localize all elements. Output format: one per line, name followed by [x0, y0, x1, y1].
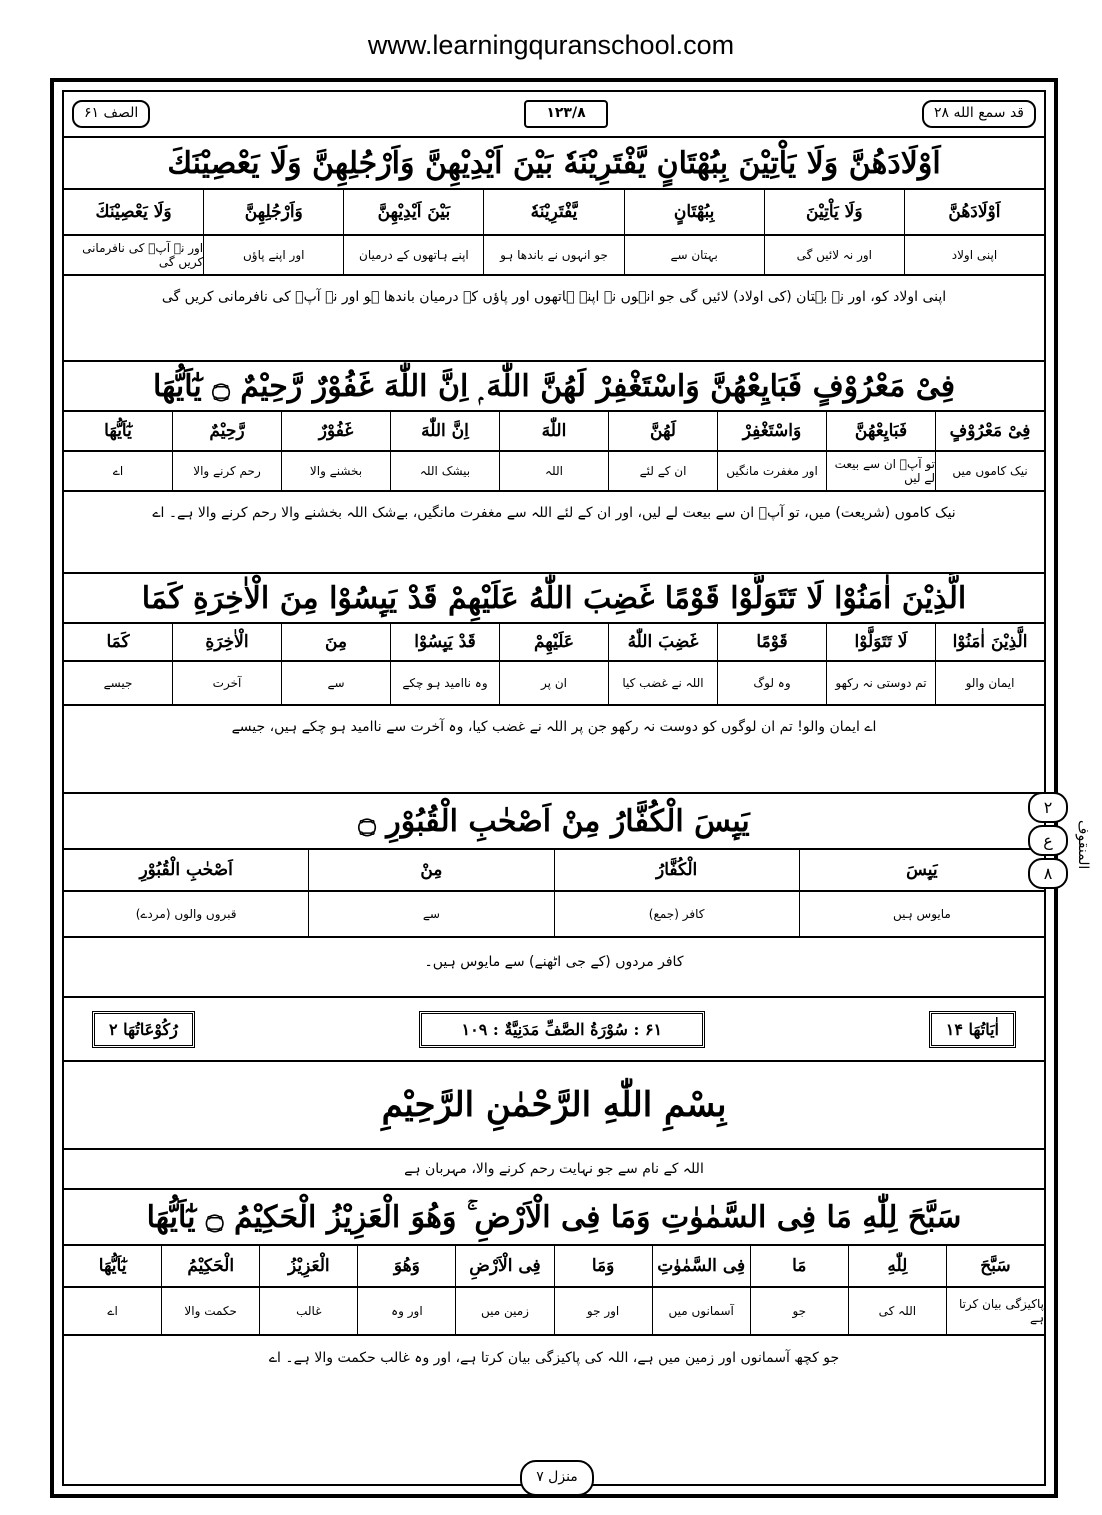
header-right: قد سمع الله ۲۸ [922, 100, 1036, 128]
word-row-cell: عَلَيْهِمْ [499, 624, 608, 660]
word-row-grid [64, 850, 1044, 890]
meaning-row-cell: سے [308, 892, 553, 936]
word-row-cell: فِىْ مَعْرُوْفٍ [935, 412, 1044, 450]
meaning-row-cell: اپنی اولاد [904, 236, 1044, 274]
surah-ruku-count: رُكُوْعَاتُهَا ۲ [92, 1011, 195, 1048]
meaning-row-cell: ان کے لئے [608, 452, 717, 490]
summary-line-text: کافر مردوں (کے جی اٹھنے) سے مایوس ہیں۔ [424, 954, 684, 970]
word-row-cell: وَاسْتَغْفِرْ [717, 412, 826, 450]
meaning-row-cell: اپنے ہاتھوں کے درمیان [343, 236, 483, 274]
word-row-cell: يَّفْتَرِيْنَهٗ [483, 190, 623, 234]
verse-line-text: سَبَّحَ لِلّٰهِ مَا فِى السَّمٰوٰتِ وَمَا فِى الْاَرْضِ ۚ وَهُوَ الْعَزِيْزُ الْحَكِيْمُ ۝ يٰٓاَيُّهَا [146, 1199, 962, 1235]
meaning-row-cell: بخشنے والا [281, 452, 390, 490]
meaning-row-cell: تو آپؐ ان سے بیعت لے لیں [826, 452, 935, 490]
word-row-cell: وَلَا يَاْتِيْنَ [764, 190, 904, 234]
side-mark: ۲ [1028, 792, 1068, 823]
summary-line-text: نیک کاموں (شریعت) میں، تو آپؐ ان سے بیعت لے لیں، اور ان کے لئے اللہ سے مغفرت مانگیں، بےشک اللہ بخشنے والا رحم کرنے والا ہے۔ اے [152, 505, 956, 521]
meaning-row-cell: ایمان والو [935, 662, 1044, 704]
meaning-row-cell: وہ لوگ [717, 662, 826, 704]
word-row-cell: قَدْ يَىِٕسُوْا [390, 624, 499, 660]
verse-line-text: فِىْ مَعْرُوْفٍ فَبَايِعْهُنَّ وَاسْتَغْفِرْ لَهُنَّ اللّٰهَ ۭ اِنَّ اللّٰهَ غَفُوْرٌ رَّحِيْمٌ ۝ يٰٓاَيُّهَا [152, 368, 956, 404]
meaning-row-cell: اور اپنے پاؤں [203, 236, 343, 274]
side-label: المنقوف [1075, 820, 1091, 870]
verse-line [64, 792, 1044, 848]
meaning-row-cell: کافر (جمع) [554, 892, 799, 936]
word-row-grid [64, 190, 1044, 234]
meaning-row-cell: غالب [259, 1288, 357, 1334]
summary-line-text: اے ایمان والو! تم ان لوگوں کو دوست نہ رکھو جن پر اللہ نے غضب کیا، وہ آخرت سے ناامید ہو چکے ہیں، جیسے [231, 719, 877, 735]
surah-banner [64, 996, 1044, 1060]
summary-line [64, 936, 1044, 986]
verse-line-text: الَّذِيْنَ اٰمَنُوْا لَا تَتَوَلَّوْا قَوْمًا غَضِبَ اللّٰهُ عَلَيْهِمْ قَدْ يَىِٕسُوْا مِنَ الْاٰخِرَةِ كَمَا [141, 580, 967, 616]
word-row-cell: وَلَا يَعْصِيْنَكَ [95, 202, 172, 222]
meaning-row-cell: جو [750, 1288, 848, 1334]
meaning-row-grid [64, 452, 1044, 490]
word-row-cell: مِنَ [281, 624, 390, 660]
meaning-row [64, 660, 1044, 704]
page-frame [62, 90, 1046, 1486]
meaning-row-cell: پاکیزگی بیان کرتا ہے [946, 1288, 1044, 1334]
side-mark: ع [1028, 825, 1068, 856]
bismillah-meaning-text: اللہ کے نام سے جو نہایت رحم کرنے والا، مہربان ہے [404, 1161, 704, 1177]
verse-line [64, 572, 1044, 622]
verse-line [64, 360, 1044, 410]
word-row-cell: اِنَّ اللّٰهَ [390, 412, 499, 450]
word-row [64, 1244, 1044, 1286]
word-row-cell: رَّحِيْمٌ [172, 412, 281, 450]
word-row-cell: يَىِٕسَ [799, 850, 1044, 890]
meaning-row [64, 1286, 1044, 1334]
word-row-cell: غَفُوْرٌ [281, 412, 390, 450]
side-mark: ۸ [1028, 858, 1068, 889]
verse-line-text: اَوْلَادَهُنَّ وَلَا يَاْتِيْنَ بِبُهْتَانٍ يَّفْتَرِيْنَهٗ بَيْنَ اَيْدِيْهِنَّ وَاَرْجُلِهِنَّ وَلَا يَعْصِيْنَكَ [167, 145, 941, 181]
word-row-cell: بَيْنَ اَيْدِيْهِنَّ [343, 190, 483, 234]
word-row-cell: يٰٓاَيُّهَا [98, 1256, 127, 1276]
word-row-cell: لَهُنَّ [608, 412, 717, 450]
word-row [64, 188, 1044, 234]
word-row-cell: اللّٰهَ [499, 412, 608, 450]
bismillah-meaning [64, 1148, 1044, 1188]
word-row-cell: فِى السَّمٰوٰتِ [652, 1246, 750, 1286]
word-row-cell: قَوْمًا [717, 624, 826, 660]
summary-line [64, 1334, 1044, 1380]
word-row-cell: يٰٓاَيُّهَا [104, 421, 132, 441]
word-row-cell: وَمَا [554, 1246, 652, 1286]
word-row-cell: اَوْلَادَهُنَّ [904, 190, 1044, 234]
word-row-cell: الْاٰخِرَةِ [172, 624, 281, 660]
word-row-cell: وَاَرْجُلِهِنَّ [203, 190, 343, 234]
meaning-row-cell: آخرت [172, 662, 281, 704]
bismillah-line [64, 1060, 1044, 1148]
word-row-cell: اَصْحٰبِ الْقُبُوْرِ [139, 860, 233, 880]
site-url: www.learningquranschool.com [367, 30, 735, 60]
word-row-cell: بِبُهْتَانٍ [624, 190, 764, 234]
word-row-cell: الْعَزِيْزُ [259, 1246, 357, 1286]
surah-ayat-count: اٰيَاتُهَا ۱۴ [929, 1011, 1016, 1048]
meaning-row-cell: مایوس ہیں [799, 892, 1044, 936]
meaning-row-cell: بہتان سے [624, 236, 764, 274]
summary-line [64, 490, 1044, 534]
meaning-row-cell: بیشک اللہ [390, 452, 499, 490]
word-row-grid [64, 412, 1044, 450]
header-left: الصف ۶۱ [72, 100, 150, 128]
word-row-cell: غَضِبَ اللّٰهُ [608, 624, 717, 660]
word-row-cell: فِى الْاَرْضِ [455, 1246, 553, 1286]
meaning-row-cell: اللہ نے غضب کیا [608, 662, 717, 704]
meaning-row [64, 450, 1044, 490]
meaning-row-cell: سے [281, 662, 390, 704]
word-row-cell: مَا [750, 1246, 848, 1286]
header-page-number: ۱۲۳/۸ [524, 100, 608, 128]
meaning-row-cell: جیسے [103, 676, 133, 690]
meaning-row-cell: تم دوستی نہ رکھو [826, 662, 935, 704]
meaning-row-cell: ان پر [499, 662, 608, 704]
meaning-row-cell: اور وہ [357, 1288, 455, 1334]
bismillah-line-text: بِسْمِ اللّٰهِ الرَّحْمٰنِ الرَّحِيْمِ [381, 1085, 727, 1125]
word-row-cell: الْحَكِيْمُ [161, 1246, 259, 1286]
meaning-row-cell: نیک کاموں میں [935, 452, 1044, 490]
verse-line [64, 1188, 1044, 1244]
meaning-row-cell: آسمانوں میں [652, 1288, 750, 1334]
word-row-cell: لِلّٰهِ [848, 1246, 946, 1286]
word-row-grid [64, 624, 1044, 660]
meaning-row-cell: اللہ [499, 452, 608, 490]
summary-line [64, 704, 1044, 748]
side-marks [1028, 790, 1068, 891]
meaning-row-cell: رحم کرنے والا [172, 452, 281, 490]
meaning-row-cell: اور نہ آپؐ کی نافرمانی کریں گی [82, 241, 204, 269]
meaning-row-grid [64, 892, 1044, 936]
manzil-badge: منزل ۷ [520, 1460, 594, 1496]
meaning-row-cell: اور مغفرت مانگیں [717, 452, 826, 490]
word-row-cell: الْكُفَّارُ [554, 850, 799, 890]
verse-line-text: يَىِٕسَ الْكُفَّارُ مِنْ اَصْحٰبِ الْقُبُوْرِ ۝ [358, 803, 750, 839]
meaning-row-grid [64, 1288, 1044, 1334]
word-row-cell: فَبَايِعْهُنَّ [826, 412, 935, 450]
verse-line [64, 136, 1044, 188]
word-row-cell: لَا تَتَوَلَّوْا [826, 624, 935, 660]
surah-banner-inner [64, 1011, 1044, 1048]
meaning-row [64, 890, 1044, 936]
surah-title: ۶۱ : سُوْرَةُ الصَّفِّ مَدَنِيَّةٌ : ۱۰۹ [419, 1011, 706, 1048]
summary-line-text: اپنی اولاد کو، اور نہ بہتان (کی اولاد) لائیں گی جو انہوں نے اپنے ہاتھوں اور پاؤں کے درمیان باندھا ہو اور نہ آپؐ کی نافرمانی کریں گی [161, 289, 947, 305]
meaning-row-cell: اللہ کی [848, 1288, 946, 1334]
meaning-row-cell: وہ ناامید ہو چکے [390, 662, 499, 704]
meaning-row-cell: حکمت والا [161, 1288, 259, 1334]
meaning-row-cell: اے [112, 464, 124, 478]
meaning-row-grid [64, 662, 1044, 704]
word-row-cell: وَهُوَ [357, 1246, 455, 1286]
meaning-row-cell: اے [107, 1304, 118, 1318]
meaning-row-cell: اور نہ لائیں گی [764, 236, 904, 274]
meaning-row-grid [64, 236, 1044, 274]
meaning-row-cell: قبروں والوں (مردے) [135, 907, 237, 921]
word-row [64, 410, 1044, 450]
meaning-row [64, 234, 1044, 274]
meaning-row-cell: زمین میں [455, 1288, 553, 1334]
meaning-row-cell: اور جو [554, 1288, 652, 1334]
word-row [64, 622, 1044, 660]
word-row-cell: الَّذِيْنَ اٰمَنُوْا [935, 624, 1044, 660]
word-row-cell: سَبَّحَ [946, 1246, 1044, 1286]
word-row-cell: كَمَا [106, 632, 130, 652]
meaning-row-cell: جو انہوں نے باندھا ہو [483, 236, 623, 274]
summary-line [64, 274, 1044, 318]
word-row-cell: مِنْ [308, 850, 553, 890]
summary-line-text: جو کچھ آسمانوں اور زمین میں ہے، اللہ کی پاکیزگی بیان کرتا ہے، اور وہ غالب حکمت والا ہے۔ اے [268, 1350, 840, 1366]
word-row-grid [64, 1246, 1044, 1286]
word-row [64, 848, 1044, 890]
